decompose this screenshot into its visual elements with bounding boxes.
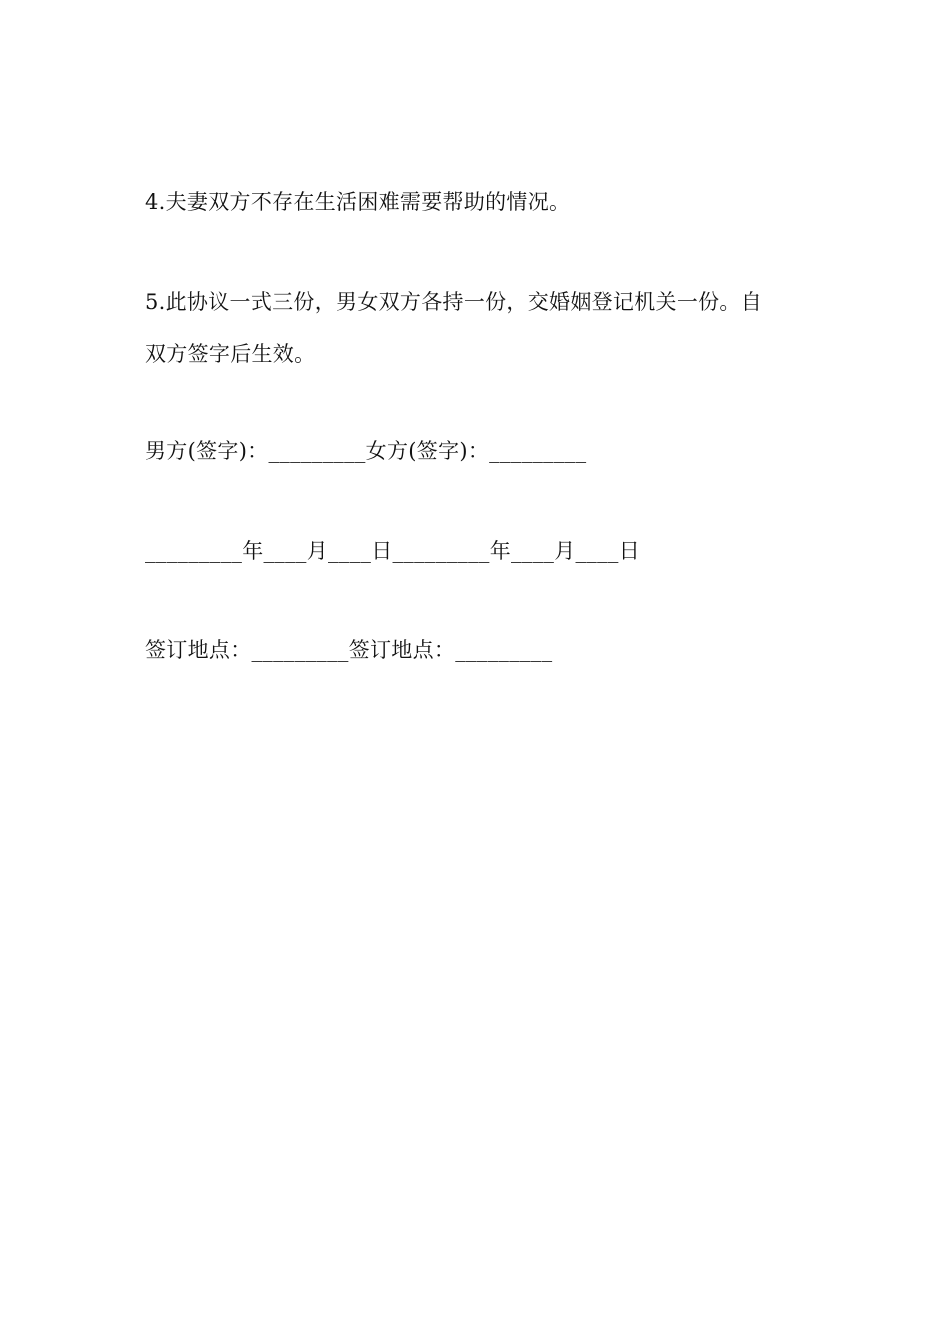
signing-place-line: 签订地点：_________签订地点：_________ — [145, 638, 553, 662]
clause-5-line-2: 双方签字后生效。 — [145, 342, 316, 366]
date-line: _________年____月____日_________年____月____日 — [145, 539, 640, 563]
clause-4: 4.夫妻双方不存在生活困难需要帮助的情况。 — [145, 190, 571, 214]
signature-line: 男方(签字)：_________女方(签字)：_________ — [145, 439, 587, 463]
clause-5-line-1: 5.此协议一式三份，男女双方各持一份，交婚姻登记机关一份。自 — [145, 290, 763, 314]
